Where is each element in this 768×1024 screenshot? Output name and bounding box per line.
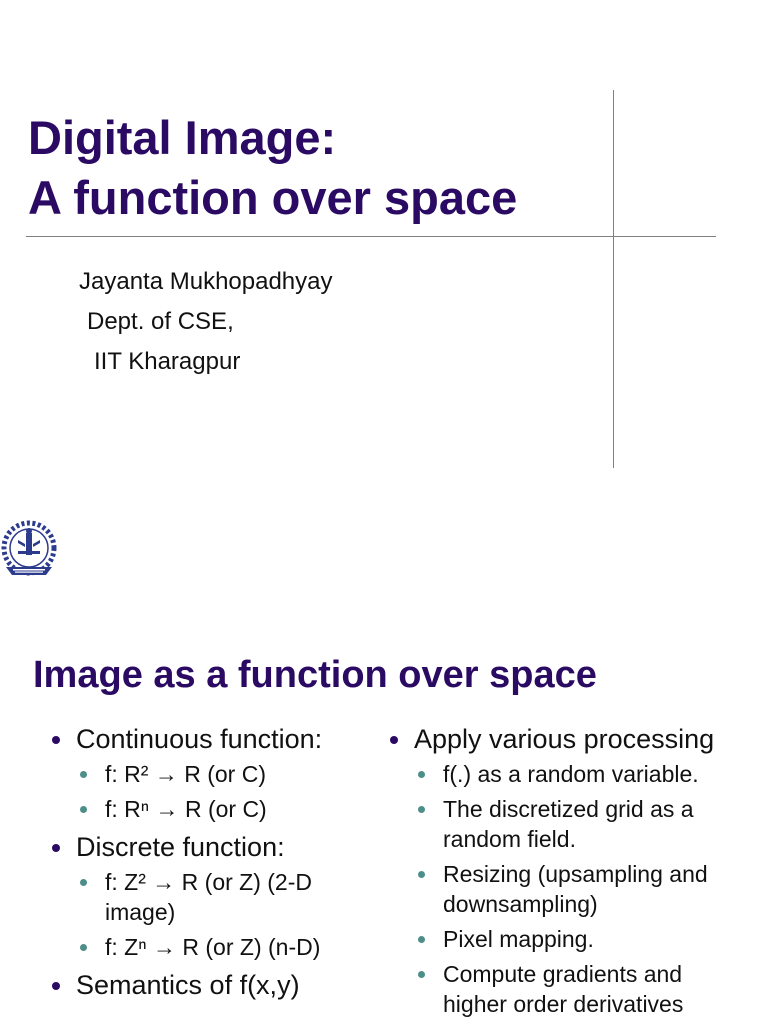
slide-title-line-1: Digital Image: [28,111,337,164]
sub-bullet: f(.) as a random variable. [386,759,743,789]
author-institute: IIT Kharagpur [94,348,241,375]
content-slide [0,610,768,1024]
slide-title [28,108,517,228]
bullet-continuous-function: Continuous function: [48,722,378,756]
slide-title-line-2: A function over space [28,171,518,224]
left-bullet-column [48,722,378,1002]
author-department: Dept. of CSE, [87,308,234,335]
content-slide-title: Image as a function over space [33,654,597,696]
bullet-apply-processing: Apply various processing [386,722,756,756]
sub-bullet: f: R² → R (or C) [48,759,355,789]
sub-bullet: Compute gradients and higher order derivatives [386,959,743,1019]
right-bullet-column [386,722,756,1019]
sub-bullet: Resizing (upsampling and downsampling) [386,859,743,919]
bullet-discrete-function: Discrete function: [48,830,378,864]
sub-bullet: The discretized grid as a random field. [386,794,743,854]
horizontal-rule [26,236,716,237]
vertical-rule [613,90,614,468]
bullet-semantics: Semantics of f(x,y) [48,968,378,1002]
sub-bullet: Pixel mapping. [386,924,743,954]
sub-bullet: f: Z² → R (or Z) (2-D image) [48,867,355,927]
sub-bullet: f: Zⁿ → R (or Z) (n-D) [48,932,355,962]
iit-kharagpur-emblem-icon [0,513,60,577]
sub-bullet: f: Rⁿ → R (or C) [48,794,355,824]
author-name: Jayanta Mukhopadhyay [79,268,333,295]
